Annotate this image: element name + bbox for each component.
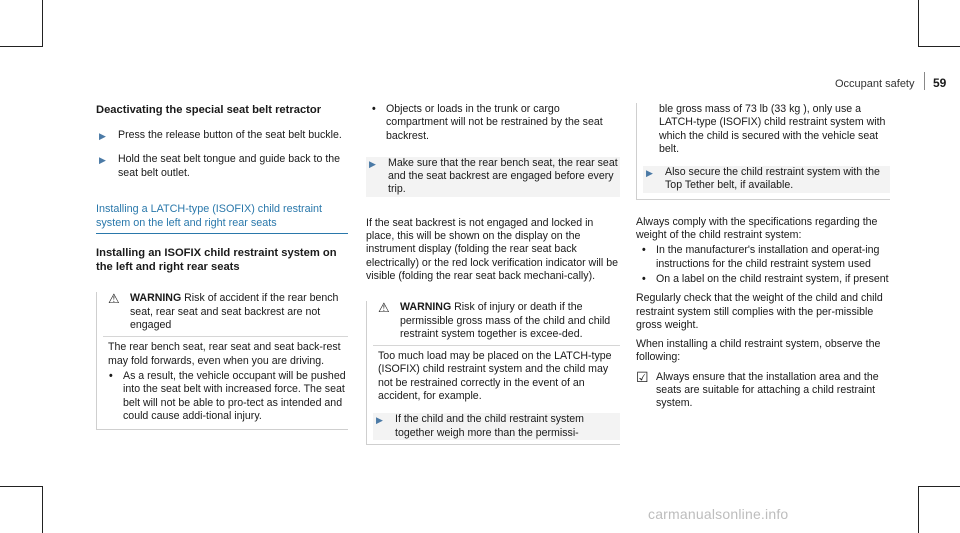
warning-box [366,301,620,445]
warning-text: Risk of accident if the rear bench seat, rear seat and seat backrest are not engaged [130,292,339,332]
bullet-item [103,370,348,423]
bullet-icon: • [642,244,646,257]
paragraph: Always comply with the specifications regarding the weight of the child restraint system: [636,215,878,242]
column-middle [366,103,620,445]
bullet-icon: • [109,369,113,382]
warning-body: The rear bench seat, rear seat and seat back-rest may fold forwards, even when you are driving. [103,336,348,368]
bullet-text: In the manufacturer's installation and operat-ing instructions for the child restraint system used [656,244,880,270]
paragraph: Regularly check that the weight of the child and child restraint system still complies with the per-missible gross weight. [636,292,883,331]
arrow-icon: ▶ [99,131,106,141]
subheading: Installing an ISOFIX child restraint system on the left and right rear seats [96,247,337,274]
instruction-step [373,413,620,440]
section-title: Occupant safety [835,78,915,90]
crop-mark [0,46,43,47]
bullet-item [636,244,890,271]
warning-header [103,292,348,332]
arrow-icon: ▶ [646,168,653,179]
arrow-icon: ▶ [99,155,106,166]
step-text: Hold the seat belt tongue and guide back to the seat belt outlet. [118,153,341,179]
checklist-text: Always ensure that the installation area and the seats are suitable for attaching a child restraint system. [656,370,879,410]
step-text: Press the release button of the seat belt buckle. [118,129,342,141]
warning-box-continued [636,103,890,200]
step-text: Make sure that the rear bench seat, the rear seat and the seat backrest are engaged before every trip. [388,156,618,196]
warning-box [96,292,348,430]
crop-mark [918,486,960,487]
page-number: 59 [933,76,947,90]
arrow-icon: ▶ [376,415,383,426]
warning-triangle-icon: ⚠ [378,300,390,316]
crop-mark [42,486,43,533]
topic-link-heading[interactable]: Installing a LATCH-type (ISOFIX) child restraint system on the left and right rear seats [96,202,348,235]
bullet-icon: • [642,272,646,285]
step-text: Also secure the child restraint system with the Top Tether belt, if available. [665,166,880,192]
warning-continued-text: ble gross mass of 73 lb (33 kg ), only use a LATCH-type (ISOFIX) child restraint system with which the child is secured with the vehicle seat belt. [659,103,886,155]
bullet-text: As a result, the vehicle occupant will be pushed into the seat belt with increased force. The seat belt will not be able to pro-tect as intended and could cause addi-tional injury. [123,369,346,422]
watermark: carmanualsonline.info [648,506,789,522]
arrow-icon: ▶ [369,158,376,169]
section-heading: Deactivating the special seat belt retractor [96,104,322,116]
instruction-step [96,153,348,180]
column-right [636,103,890,411]
paragraph: If the seat backrest is not engaged and locked in place, this will be shown on the display on the instrument display (folding the rear seat back electrically) or the red lock verification indicator will be visible (folding the rear seat back mechani-cally). [366,216,618,282]
warning-body: Too much load may be placed on the LATCH-type (ISOFIX) child restraint system and the child may not be restrained correctly in the event of an accident, for example. [373,345,620,403]
checklist-item [636,368,890,411]
crop-mark [42,0,43,47]
crop-mark [918,0,919,47]
instruction-step [96,129,348,142]
bullet-item [366,103,620,143]
paragraph: When installing a child restraint system, observe the following: [636,338,881,364]
bullet-text: Objects or loads in the trunk or cargo compartment will not be restrained by the seat backrest. [386,103,603,142]
warning-header [373,301,620,341]
column-left [96,103,348,430]
warning-label: WARNING [130,292,182,305]
crop-mark [918,46,960,47]
bullet-item [636,273,890,286]
step-text: If the child and the child restraint system together weigh more than the permissi- [395,413,585,439]
instruction-step [366,157,620,197]
bullet-text: On a label on the child restraint system, if present [656,272,889,285]
instruction-step [643,166,890,193]
crop-mark [0,486,43,487]
page-divider [924,72,925,90]
bullet-icon: • [372,103,376,115]
checkbox-checked-icon: ☑ [636,368,649,385]
warning-text: Risk of injury or death if the permissible gross mass of the child and child restraint system together is excee-ded. [400,301,611,340]
warning-label: WARNING [400,301,452,314]
crop-mark [918,486,919,533]
warning-triangle-icon: ⚠ [108,291,120,307]
